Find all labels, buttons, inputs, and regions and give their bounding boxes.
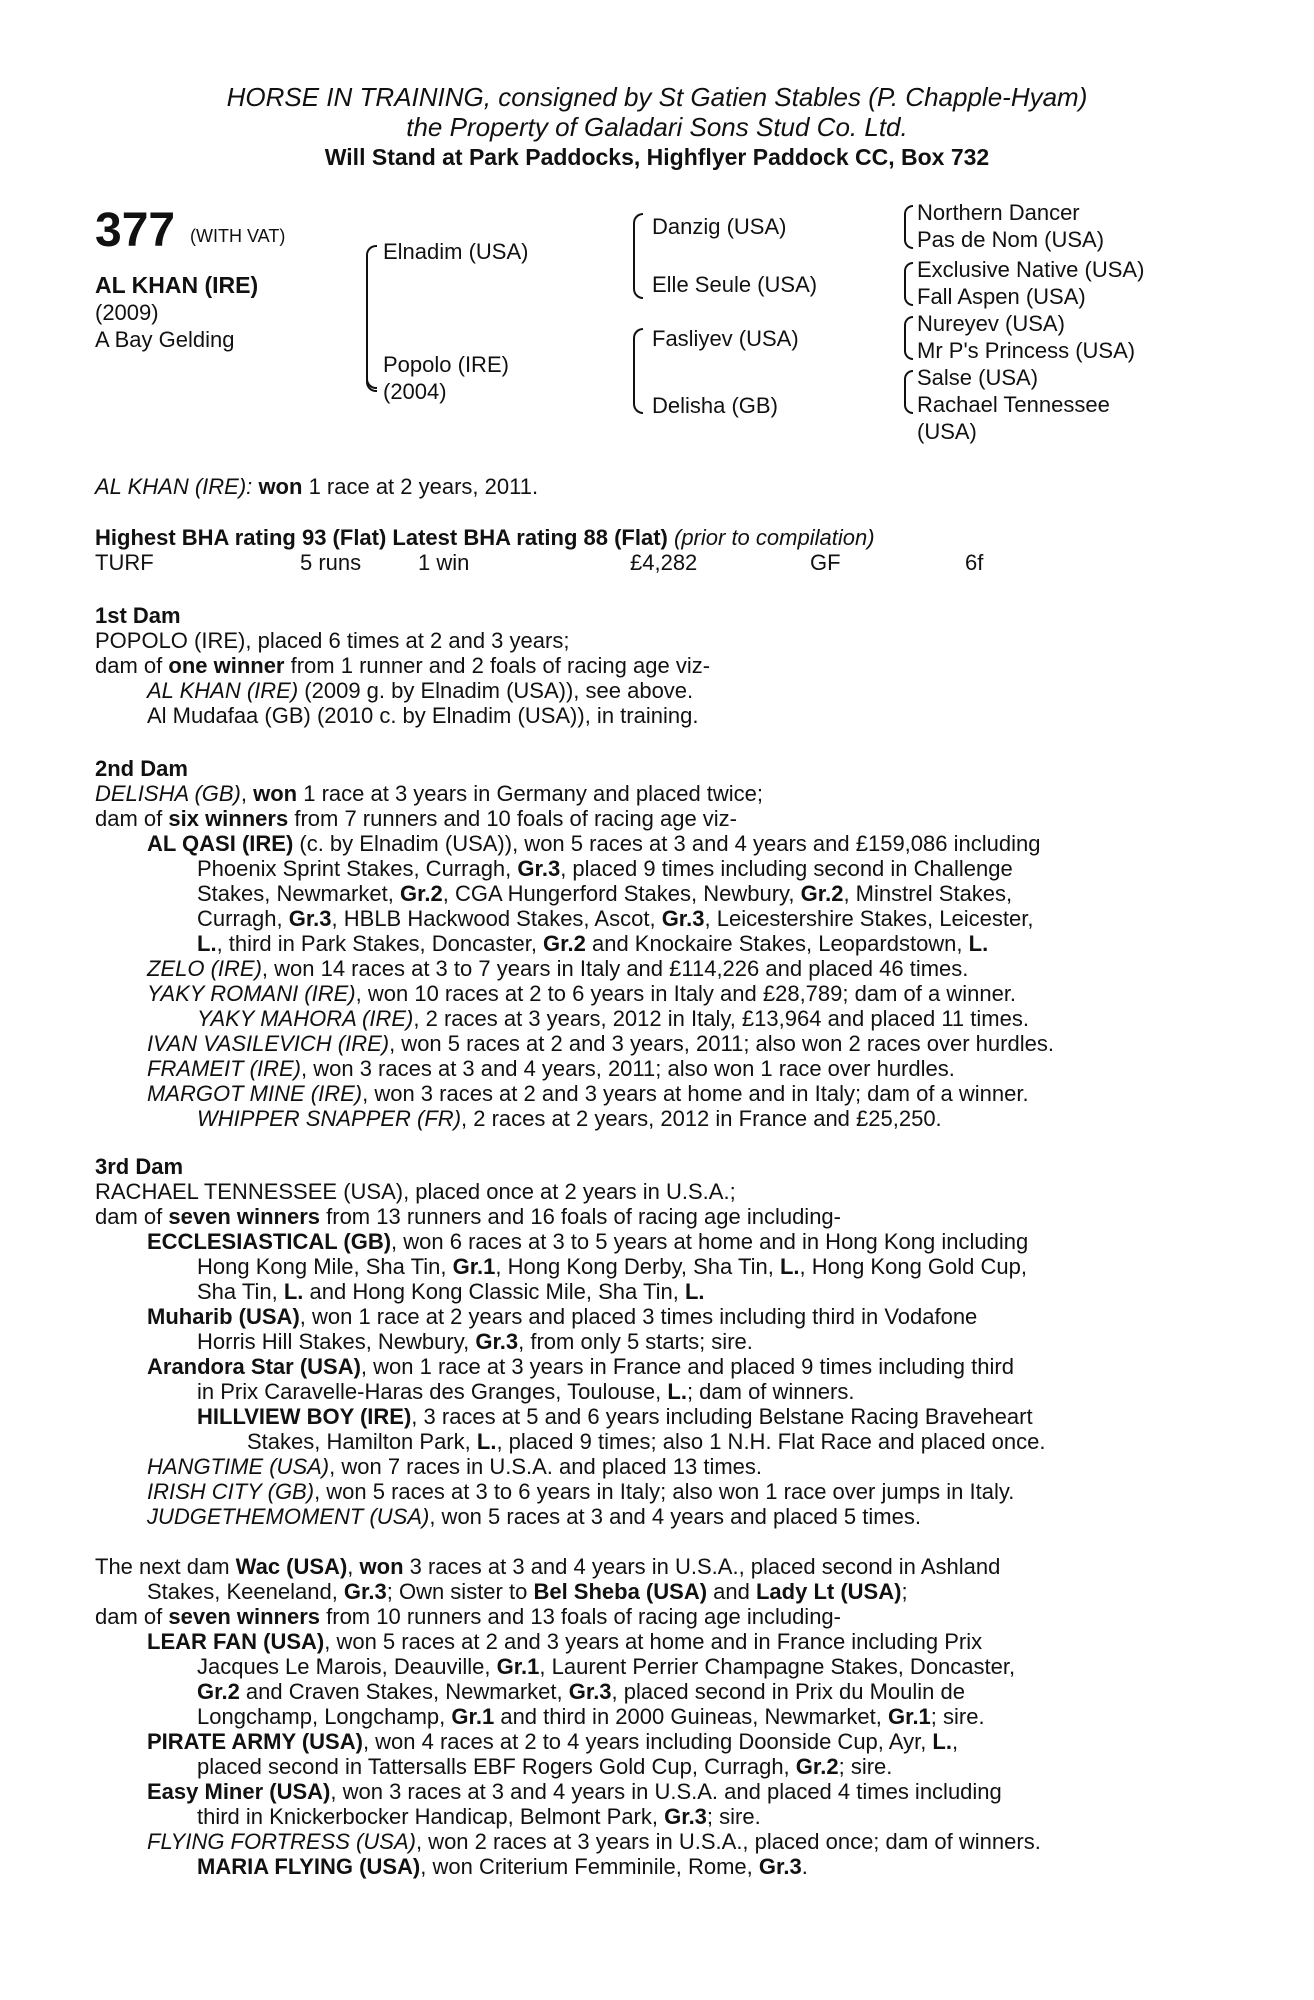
text: one winner (168, 653, 285, 678)
text: , won 3 races at 3 and 4 years in U.S.A. and placed 4 times including (330, 1779, 1002, 1804)
dam-line (95, 1204, 1230, 1229)
produce-line (95, 1329, 1230, 1354)
text: HILLVIEW BOY (IRE) (197, 1404, 412, 1429)
gen3-brace-4 (904, 370, 913, 414)
pedigree-dam-year: (2004) (383, 379, 447, 404)
rating-note: (prior to compilation) (674, 525, 875, 550)
dam-line (95, 1604, 1230, 1629)
text: , (347, 1554, 360, 1579)
text: , won 7 races in U.S.A. and placed 13 times. (329, 1454, 763, 1479)
text: seven winners (168, 1204, 321, 1229)
produce-line (95, 1629, 1230, 1654)
produce-line (95, 981, 1230, 1006)
text: (c. by Elnadim (USA)), won 5 races at 3 and 4 years and £159,086 including (293, 831, 1041, 856)
pedigree-dam-dam: Delisha (GB) (652, 393, 778, 418)
text: , placed second in Prix du Moulin de (611, 1679, 965, 1704)
text: Longchamp, Longchamp, (197, 1704, 452, 1729)
text: YAKY ROMANI (IRE) (147, 981, 356, 1006)
text: (2009 g. by Elnadim (USA)), see above. (298, 678, 694, 703)
produce-line (95, 1279, 1230, 1304)
text: third in Knickerbocker Handicap, Belmont Park, (197, 1804, 665, 1829)
text: RACHAEL TENNESSEE (USA), placed once at 2 years in U.S.A.; (95, 1179, 736, 1204)
text: from 13 runners and 16 foals of racing age including- (320, 1204, 841, 1229)
next-dam-section (95, 1554, 1230, 1879)
text: won (253, 781, 298, 806)
text: WHIPPER SNAPPER (FR) (197, 1106, 462, 1131)
text: Muharib (USA) (147, 1304, 300, 1329)
produce-line (95, 906, 1230, 931)
produce-line (95, 831, 1230, 856)
text: from 7 runners and 10 foals of racing age viz- (288, 806, 738, 831)
dam-brace (366, 310, 377, 392)
produce-line (95, 1504, 1230, 1529)
pedigree-sire-sire: Danzig (USA) (652, 214, 787, 239)
text: , won 10 races at 2 to 6 years in Italy and £28,789; dam of a winner. (355, 981, 1017, 1006)
text: , placed 9 times; also 1 N.H. Flat Race and placed once. (496, 1429, 1046, 1454)
text: , won 1 race at 2 years and placed 3 times including third in Vodafone (299, 1304, 978, 1329)
text: and Hong Kong Classic Mile, Sha Tin, (303, 1279, 685, 1304)
text: and third in 2000 Guineas, Newmarket, (494, 1704, 888, 1729)
rating-distance: 6f (965, 550, 984, 575)
produce-line (95, 931, 1230, 956)
text: Lady Lt (USA) (755, 1579, 902, 1604)
text: JUDGETHEMOMENT (USA) (147, 1504, 430, 1529)
pedigree-sire: Elnadim (USA) (383, 239, 529, 264)
first-dam-section (95, 603, 1230, 728)
text: L. (667, 1379, 687, 1404)
third-dam-section (95, 1154, 1230, 1529)
text: , won 4 races at 2 to 4 years including Doonside Cup, Ayr, (362, 1729, 933, 1754)
produce-line (95, 703, 1230, 728)
produce-line (95, 1754, 1230, 1779)
text: ; sire. (838, 1754, 893, 1779)
horse-year: (2009) (95, 300, 159, 325)
text: Gr.1 (496, 1654, 540, 1679)
dam-line (95, 781, 1230, 806)
text: Gr.3 (661, 906, 705, 931)
text: YAKY MAHORA (IRE) (197, 1006, 414, 1031)
section-heading: 1st Dam (95, 603, 181, 628)
summary-won: won (258, 474, 303, 499)
text: , 2 races at 3 years, 2012 in Italy, £13,964 and placed 11 times. (413, 1006, 1029, 1031)
text: MARIA FLYING (USA) (197, 1854, 421, 1879)
text: Gr.1 (452, 1254, 496, 1279)
text: Stakes, Hamilton Park, (247, 1429, 477, 1454)
text: Gr.3 (288, 906, 332, 931)
text: dam of (95, 1204, 169, 1229)
rating-wins: 1 win (418, 550, 470, 575)
text: , Hong Kong Gold Cup, (799, 1254, 1027, 1279)
text: L. (197, 931, 217, 956)
text: L. (283, 1279, 304, 1304)
gen3-brace-1 (904, 205, 913, 249)
produce-line (95, 1854, 1230, 1879)
text: ; Own sister to (386, 1579, 534, 1604)
produce-line (95, 1081, 1230, 1106)
text: , won 1 race at 3 years in France and placed 9 times including third (360, 1354, 1014, 1379)
text: 1 race at 3 years in Germany and placed twice; (297, 781, 764, 806)
produce-line (95, 1804, 1230, 1829)
section-heading: 3rd Dam (95, 1154, 184, 1179)
dam-line (95, 806, 1230, 831)
rating-going: GF (810, 550, 841, 575)
text: Curragh, (197, 906, 289, 931)
lot-number: 377 (95, 204, 176, 257)
text: , CGA Hungerford Stakes, Newbury, (442, 881, 801, 906)
produce-line (95, 1779, 1230, 1804)
section-heading: 2nd Dam (95, 756, 188, 781)
horse-description: A Bay Gelding (95, 327, 235, 352)
produce-line (95, 1229, 1230, 1254)
produce-line (95, 881, 1230, 906)
text: LEAR FAN (USA) (147, 1629, 325, 1654)
produce-line (95, 1654, 1230, 1679)
vat-note: (WITH VAT) (190, 226, 286, 246)
text: ; sire. (930, 1704, 985, 1729)
text: won (359, 1554, 404, 1579)
text: Wac (USA) (235, 1554, 348, 1579)
text: ZELO (IRE) (147, 956, 262, 981)
dam-line (95, 1179, 1230, 1204)
produce-line (95, 1404, 1230, 1429)
produce-line (95, 856, 1230, 881)
produce-line (95, 1379, 1230, 1404)
pedigree-ddd-country: (USA) (917, 419, 977, 444)
text: HANGTIME (USA) (147, 1454, 330, 1479)
text: 3 races at 3 and 4 years in U.S.A., placed second in Ashland (403, 1554, 1001, 1579)
text: , Minstrel Stakes, (843, 881, 1013, 906)
text: L. (684, 1279, 705, 1304)
text: ; (901, 1579, 908, 1604)
text: six winners (168, 806, 289, 831)
horse-name: AL KHAN (IRE) (95, 272, 259, 298)
rating-earnings: £4,282 (630, 550, 698, 575)
text: Gr.3 (758, 1854, 802, 1879)
text: Gr.2 (795, 1754, 839, 1779)
produce-line (95, 1006, 1230, 1031)
text: Gr.3 (475, 1329, 519, 1354)
text: Gr.2 (800, 881, 844, 906)
pedigree-dam-sire: Fasliyev (USA) (652, 326, 799, 351)
text: seven winners (168, 1604, 321, 1629)
text: and Knockaire Stakes, Leopardstown, (585, 931, 969, 956)
text: Stakes, Keeneland, (147, 1579, 344, 1604)
text: from 10 runners and 13 foals of racing age including- (320, 1604, 841, 1629)
text: from 1 runner and 2 foals of racing age viz- (284, 653, 711, 678)
produce-line (95, 1254, 1230, 1279)
text: ECCLESIASTICAL (GB) (147, 1229, 392, 1254)
text: ; dam of winners. (686, 1379, 855, 1404)
text: Sha Tin, (197, 1279, 284, 1304)
dam-line (95, 628, 1230, 653)
text: Gr.3 (664, 1804, 707, 1829)
produce-line (95, 1354, 1230, 1379)
pedigree-ssd: Pas de Nom (USA) (917, 227, 1105, 252)
dam-line-brace (633, 328, 643, 414)
text: , placed 9 times including second in Challenge (560, 856, 1013, 881)
produce-line (95, 1679, 1230, 1704)
text: Hong Kong Mile, Sha Tin, (197, 1254, 453, 1279)
text: , won Criterium Femminile, Rome, (420, 1854, 759, 1879)
text: , won 5 races at 2 and 3 years at home and in France including Prix (324, 1629, 983, 1654)
text: Al Mudafaa (GB) (2010 c. by Elnadim (USA)), in training. (147, 703, 699, 728)
text: , won 3 races at 3 and 4 years, 2011; also won 1 race over hurdles. (301, 1056, 955, 1081)
produce-line (95, 1454, 1230, 1479)
produce-line (95, 1729, 1230, 1754)
text: , won 5 races at 3 to 6 years in Italy; also won 1 race over jumps in Italy. (314, 1479, 1015, 1504)
text: Gr.2 (399, 881, 443, 906)
text: Gr.1 (887, 1704, 931, 1729)
race-summary (95, 474, 1230, 499)
text: , 2 races at 2 years, 2012 in France and £25,250. (461, 1106, 942, 1131)
text: L. (968, 931, 989, 956)
text: , won 5 races at 2 and 3 years, 2011; also won 2 races over hurdles. (389, 1031, 1054, 1056)
second-dam-section (95, 756, 1230, 1131)
text: Easy Miner (USA) (147, 1779, 331, 1804)
produce-line (95, 956, 1230, 981)
dam-line (95, 1554, 1230, 1579)
text: , won 5 races at 3 and 4 years and placed 5 times. (429, 1504, 921, 1529)
text: , HBLB Hackwood Stakes, Ascot, (331, 906, 662, 931)
text: , won 6 races at 3 to 5 years at home and in Hong Kong including (391, 1229, 1029, 1254)
text: , Hong Kong Derby, Sha Tin, (495, 1254, 780, 1279)
text: FRAMEIT (IRE) (147, 1056, 301, 1081)
produce-line (95, 1704, 1230, 1729)
text: FLYING FORTRESS (USA) (147, 1829, 416, 1854)
text: Gr.3 (343, 1579, 387, 1604)
text: AL KHAN (IRE) (147, 678, 299, 703)
text: in Prix Caravelle-Haras des Granges, Toulouse, (197, 1379, 668, 1404)
pedigree-dam: Popolo (IRE) (383, 352, 509, 377)
rating-surface: TURF (95, 550, 154, 575)
rating-runs: 5 runs (300, 550, 362, 575)
text: IVAN VASILEVICH (IRE) (147, 1031, 390, 1056)
pedigree-sss: Northern Dancer (917, 200, 1080, 225)
text: Gr.1 (451, 1704, 495, 1729)
text: , won 14 races at 3 to 7 years in Italy and £114,226 and placed 46 times. (261, 956, 969, 981)
text: Gr.2 (197, 1679, 240, 1704)
text: Horris Hill Stakes, Newbury, (197, 1329, 476, 1354)
produce-line (95, 1479, 1230, 1504)
produce-line (95, 1031, 1230, 1056)
pedigree-dds: Salse (USA) (917, 365, 1039, 390)
text: ; sire. (706, 1804, 761, 1829)
text: dam of (95, 1604, 169, 1629)
text: Jacques Le Marois, Deauville, (197, 1654, 497, 1679)
dam-line (95, 653, 1230, 678)
text: Bel Sheba (USA) (533, 1579, 708, 1604)
sire-line-brace (633, 213, 643, 299)
text: Stakes, Newmarket, (197, 881, 400, 906)
pedigree-dss: Nureyev (USA) (917, 311, 1065, 336)
produce-line (95, 1829, 1230, 1854)
text: , Leicestershire Stakes, Leicester, (704, 906, 1034, 931)
rating-block (95, 525, 1230, 575)
pedigree-sdd: Fall Aspen (USA) (917, 284, 1086, 309)
text: , from only 5 starts; sire. (518, 1329, 753, 1354)
text: L. (932, 1729, 952, 1754)
text: L. (779, 1254, 800, 1279)
text: and (707, 1579, 756, 1604)
text: Arandora Star (USA) (147, 1354, 361, 1379)
produce-line (95, 1429, 1230, 1454)
text: , (240, 781, 254, 806)
rating-highest: Highest BHA rating 93 (Flat) Latest BHA rating 88 (Flat) (95, 525, 668, 550)
text: Gr.2 (543, 931, 586, 956)
text: L. (476, 1429, 497, 1454)
text: , won 2 races at 3 years in U.S.A., placed once; dam of winners. (415, 1829, 1041, 1854)
text: and Craven Stakes, Newmarket, (239, 1679, 569, 1704)
text: DELISHA (GB) (95, 781, 241, 806)
produce-line (95, 678, 1230, 703)
pedigree-ddd: Rachael Tennessee (917, 392, 1110, 417)
summary-rest: 1 race at 2 years, 2011. (308, 474, 539, 499)
text: , won 3 races at 2 and 3 years at home and in Italy; dam of a winner. (362, 1081, 1029, 1106)
text: AL QASI (IRE) (147, 831, 294, 856)
produce-line (95, 1106, 1230, 1131)
produce-line (95, 1304, 1230, 1329)
summary-name: AL KHAN (IRE): (95, 474, 253, 499)
text: , (951, 1729, 959, 1754)
consignor-line: HORSE IN TRAINING, consigned by St Gatien Stables (P. Chapple-Hyam) (226, 82, 1088, 112)
text: Gr.3 (517, 856, 561, 881)
text: POPOLO (IRE), placed 6 times at 2 and 3 years; (95, 628, 570, 653)
text: Phoenix Sprint Stakes, Curragh, (197, 856, 518, 881)
text: , Laurent Perrier Champagne Stakes, Doncaster, (539, 1654, 1016, 1679)
text: Gr.3 (568, 1679, 612, 1704)
text: dam of (95, 653, 169, 678)
gen3-brace-3 (904, 316, 913, 360)
text: The next dam (95, 1554, 236, 1579)
text: placed second in Tattersalls EBF Rogers Gold Cup, Curragh, (197, 1754, 796, 1779)
text: PIRATE ARMY (USA) (147, 1729, 363, 1754)
text: . (801, 1854, 808, 1879)
text: dam of (95, 806, 169, 831)
text: , 3 races at 5 and 6 years including Belstane Racing Braveheart (411, 1404, 1033, 1429)
text: , third in Park Stakes, Doncaster, (216, 931, 544, 956)
text: IRISH CITY (GB) (147, 1479, 315, 1504)
stand-location-line: Will Stand at Park Paddocks, Highflyer Paddock CC, Box 732 (324, 144, 990, 170)
gen3-brace-2 (904, 262, 913, 306)
dam-line (95, 1579, 1230, 1604)
pedigree-sds: Exclusive Native (USA) (917, 257, 1145, 282)
pedigree-sire-dam: Elle Seule (USA) (652, 272, 818, 297)
produce-line (95, 1056, 1230, 1081)
property-line: the Property of Galadari Sons Stud Co. Ltd. (406, 112, 908, 142)
text: MARGOT MINE (IRE) (147, 1081, 363, 1106)
pedigree-dsd: Mr P's Princess (USA) (917, 338, 1136, 363)
